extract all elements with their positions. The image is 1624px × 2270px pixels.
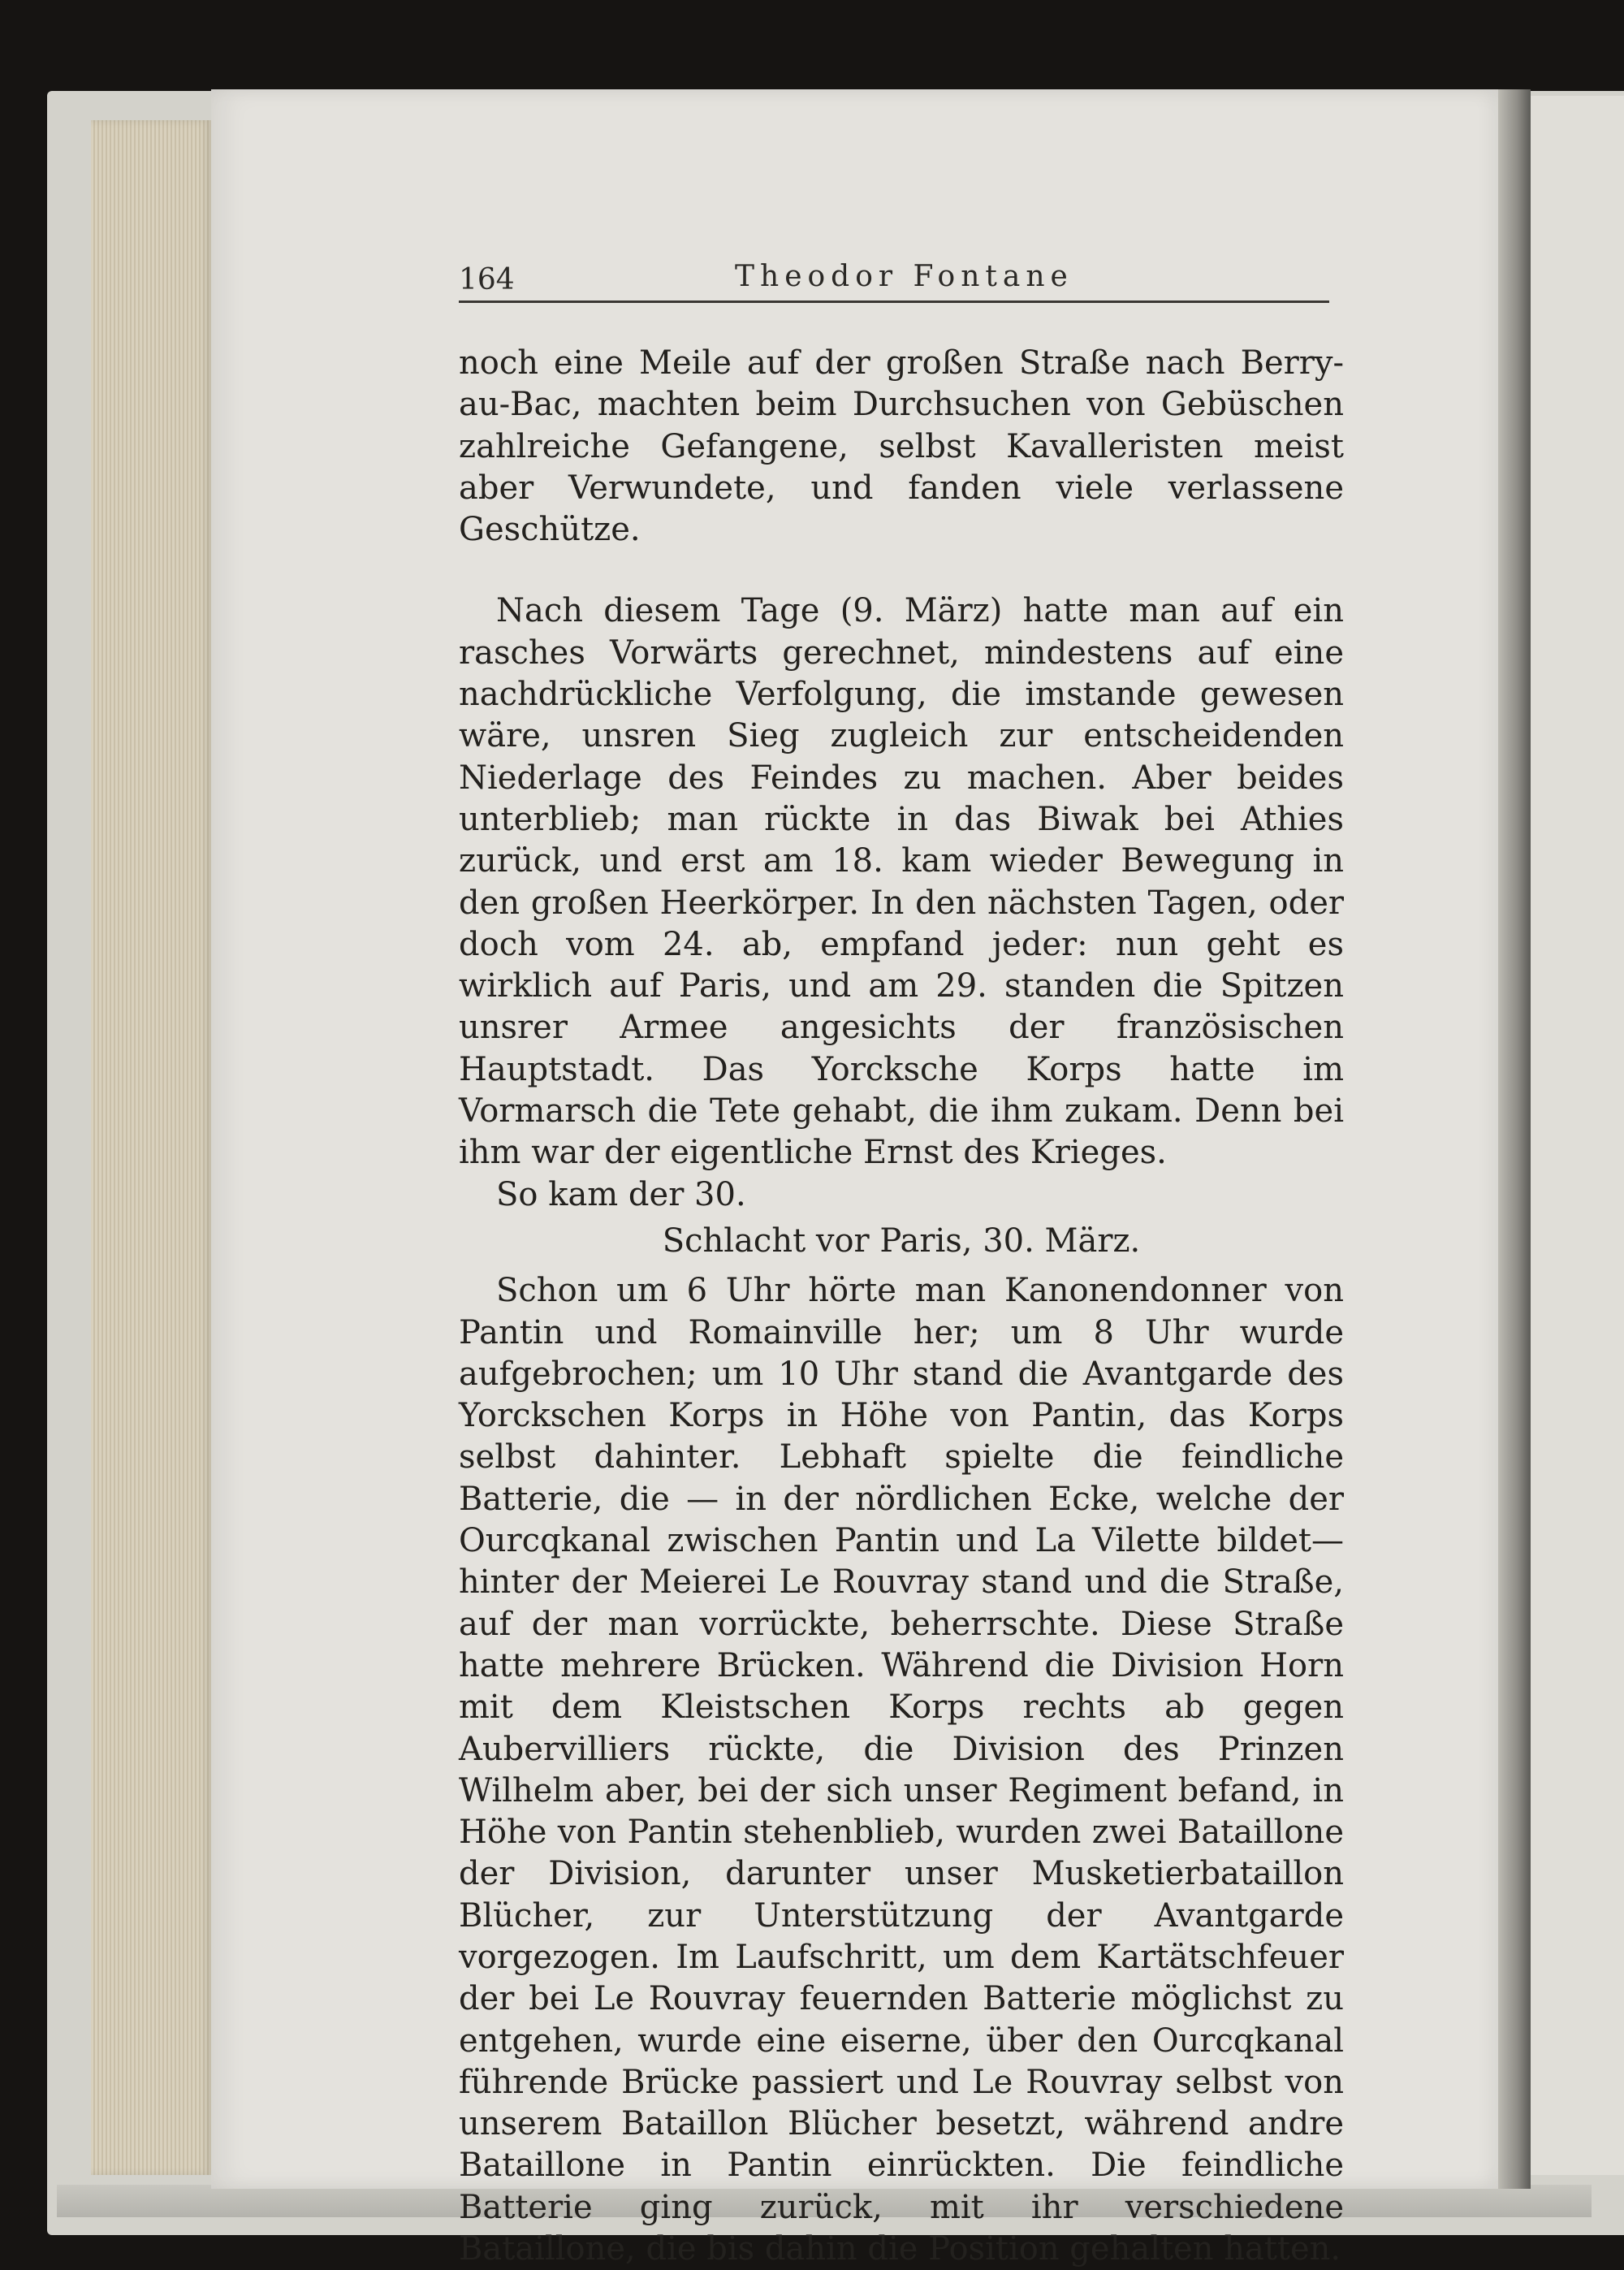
paragraph: noch eine Meile auf der großen Straße nach Berry-au-Bac, machten beim Durchsuchen von Gebüschen zahlreiche Gefangene, selbst Kavalleristen meist aber Verwundete, und fanden viele verlassene Geschütze. bbox=[459, 344, 1344, 549]
facing-page-edge bbox=[1531, 96, 1624, 2175]
paragraph: So kam der 30. bbox=[496, 1175, 746, 1213]
paragraph: Schon um 6 Uhr hörte man Kanonendonner von Pantin und Romainville her; um 8 Uhr wurde aufgebrochen; um 10 Uhr stand die Avantgarde des Yorckschen Korps in Höhe von Pantin, das Korps selbst dahinter. Lebhaft spielte die feindliche Batterie, die — in der nördlichen Ecke, welche der Ourcqkanal zwischen Pantin und La Vilette bildet— hinter der Meierei Le Rouvray stand und die Straße, auf der man vorrückte, beherrschte. Diese Straße hatte mehrere Brücken. Während die Division Horn mit dem Kleistschen Korps rechts ab gegen Aubervilliers rückte, die Division des Prinzen Wilhelm aber, bei der sich unser Regiment befand, in Höhe von Pantin stehenblieb, wurden zwei Bataillone der Division, darunter unser Musketierbataillon Blücher, zur Unterstützung der Avantgarde vorgezogen. Im Laufschritt, um dem Kartätschfeuer der bei Le Rouvray feuernden Batterie möglichst zu entgehen, wurde eine eiserne, über den Ourcqkanal führende Brücke passiert und Le Rouvray selbst von unserem Bataillon Blücher besetzt, während andre Bataillone in Pantin einrückten. Die feindliche Batterie ging zurück, mit ihr verschiedene Bataillone, die bis dahin die Position gehalten hatten. bbox=[459, 1272, 1344, 2268]
book-gutter bbox=[1498, 89, 1531, 2189]
page-number: 164 bbox=[459, 263, 515, 296]
page-body bbox=[459, 343, 1344, 2270]
page-header bbox=[459, 262, 1329, 303]
running-title: Theodor Fontane bbox=[735, 260, 1073, 293]
paragraph: Nach diesem Tage (9. März) hatte man auf ein rasches Vorwärts gerechnet, mindestens auf eine nachdrückliche Verfolgung, die imstande gewesen wäre, unsren Sieg zugleich zur entscheidenden Niederlage des Feindes zu machen. Aber beides unterblieb; man rückte in das Biwak bei Athies zurück, und erst am 18. kam wieder Bewegung in den großen Heerkörper. In den nächsten Tagen, oder doch vom 24. ab, empfand jeder: nun geht es wirklich auf Paris, und am 29. standen die Spitzen unsrer Armee angesichts der französischen Hauptstadt. Das Yorcksche Korps hatte im Vormarsch die Tete gehabt, die ihm zukam. Denn bei ihm war der eigentliche Ernst des Krieges. bbox=[459, 592, 1344, 1172]
section-heading: Schlacht vor Paris, 30. März. bbox=[662, 1221, 1141, 1260]
page-edges bbox=[91, 120, 213, 2175]
